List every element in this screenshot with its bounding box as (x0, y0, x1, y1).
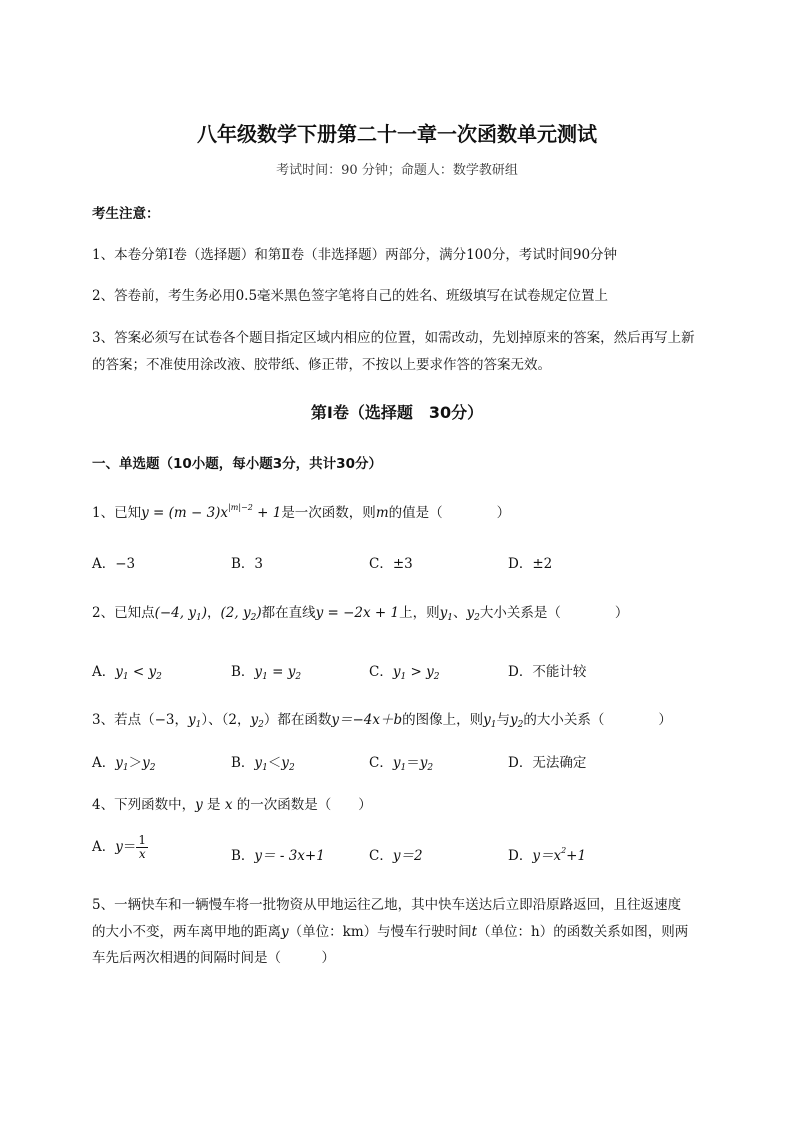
question-4: 4、下列函数中，y 是 x 的一次函数是（ ） (92, 797, 372, 813)
notes-heading: 考生注意： (92, 206, 160, 222)
page-title: 八年级数学下册第二十一章一次函数单元测试 (197, 122, 597, 146)
section-title: 第Ⅰ卷（选择题 30分） (310, 403, 484, 422)
note-item-3-cont: 的答案；不准使用涂改液、胶带纸、修正带，不按以上要求作答的答案无效。 (92, 357, 551, 373)
question-5-line-3: 车先后两次相遇的间隔时间是（ ） (92, 950, 335, 966)
fraction: $\frac{1}{x}$ (138, 833, 147, 861)
question-2: 2、已知点(−4, $y_1$)，(2, $y_2$)都在直线y = −2x + 1上，则$y_1$、$y_2$大小关系是（ ） (92, 605, 629, 623)
q3-option-d: D．无法确定 (508, 755, 587, 771)
note-item-1: 1、本卷分第Ⅰ卷（选择题）和第Ⅱ卷（非选择题）两部分，满分100分，考试时间90分钟 (92, 247, 618, 263)
note-item-2: 2、答卷前，考生务必用0.5毫米黑色签字笔将自己的姓名、班级填写在试卷规定位置上 (92, 288, 609, 304)
q3-option-b: B．$y_1<y_2$ (231, 755, 295, 773)
q4-option-b: B．y＝ - 3x+1 (231, 848, 325, 864)
q3-option-a: A．$y_1>y_2$ (92, 755, 156, 773)
q2-option-c: C．$y_1 > y_2$ (369, 664, 440, 682)
question-5-line-2: 的大小不变，两车离甲地的距离y（单位：km）与慢车行驶时间t（单位：h）的函数关系如图，则两 (92, 924, 689, 940)
q2-option-a: A．$y_1 < y_2$ (92, 664, 162, 682)
q1-option-a: A．−3 (92, 556, 136, 572)
note-item-3: 3、答案必须写在试卷各个题目指定区域内相应的位置，如需改动，先划掉原来的答案，然后再写上新 (92, 330, 695, 346)
question-3: 3、若点（−3，$y_1$）、（2，$y_2$）都在函数y＝−4x＋b的图像上，则$y_1$与$y_2$的大小关系（ ） (92, 712, 672, 730)
page-subtitle: 考试时间：90 分钟；命题人：数学教研组 (276, 163, 518, 178)
q1-option-b: B．3 (231, 556, 264, 572)
q3-option-c: C．$y_1=y_2$ (369, 755, 434, 773)
q1-option-d: D．±2 (508, 556, 553, 572)
q4-option-d: D．$y=x^2+1$ (508, 846, 587, 864)
question-1: 1、已知$y = (m - 3)x^{|m|-2} + 1$是一次函数，则m的值是（ ） (92, 503, 511, 521)
q2-option-d: D．不能计较 (508, 664, 587, 680)
q2-option-b: B．$y_1 = y_2$ (231, 664, 302, 682)
q1-option-c: C．±3 (369, 556, 413, 572)
q4-option-a: A．y＝ $\frac{1}{x}$ (92, 833, 147, 861)
q4-option-c: C．y＝2 (369, 848, 423, 864)
part-heading: 一、单选题（10小题，每小题3分，共计30分） (92, 456, 382, 472)
question-5-line-1: 5、一辆快车和一辆慢车将一批物资从甲地运往乙地，其中快车送达后立即沿原路返回，且往返速度 (92, 897, 682, 913)
